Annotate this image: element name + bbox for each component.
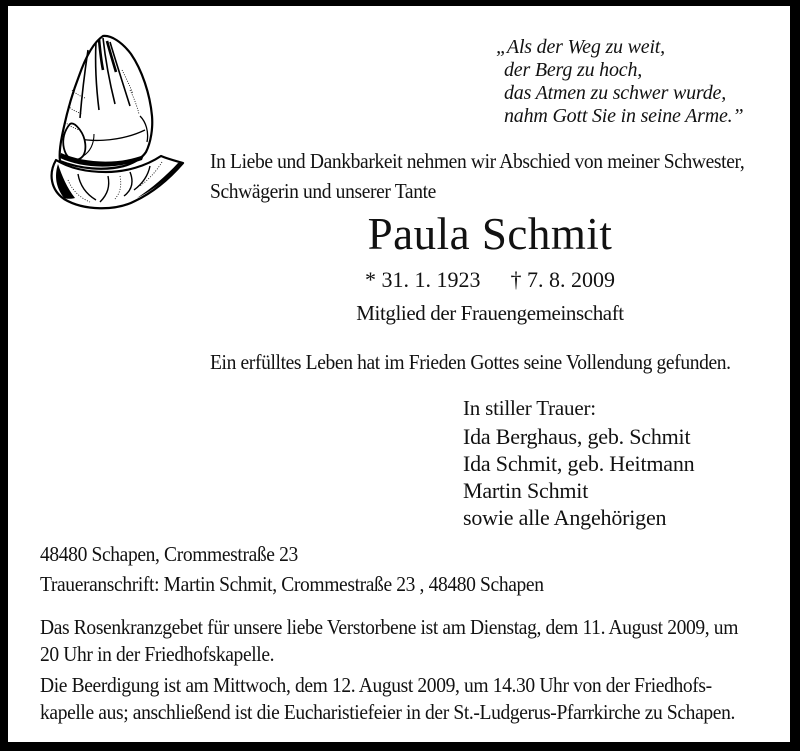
memorial-quote <box>496 36 743 128</box>
intro-line: Schwägerin und unserer Tante <box>210 179 436 203</box>
quote-line: der Berg zu hoch, <box>504 59 643 81</box>
tribute-line: Ein erfülltes Leben hat im Frieden Gottes seine Vollendung gefunden. <box>210 350 731 374</box>
praying-hands-icon <box>42 30 197 210</box>
life-dates <box>180 266 800 294</box>
mourners-list <box>463 423 694 531</box>
death-date: † 7. 8. 2009 <box>510 267 615 292</box>
rosary-line: Das Rosenkranzgebet für unsere liebe Verstorbene ist am Dienstag, dem 11. August 2009, um <box>40 615 739 639</box>
burial-line: kapelle aus; anschließend ist die Eucharistiefeier in der St.-Ludgerus-Pfarrkirche zu Schapen. <box>40 700 735 724</box>
rosary-paragraph <box>40 614 738 668</box>
quote-line: nahm Gott Sie in seine Arme.” <box>504 105 744 127</box>
deceased-name: Paula Schmit <box>367 209 613 259</box>
rosary-line: 20 Uhr in der Friedhofskapelle. <box>40 642 275 666</box>
mourner-name: Martin Schmit <box>463 478 589 503</box>
birth-date: * 31. 1. 1923 <box>365 267 481 292</box>
mourner-name: sowie alle Angehörigen <box>463 505 667 530</box>
membership-line: Mitglied der Frauengemeinschaft <box>356 301 624 325</box>
quote-line: „Als der Weg zu weit, <box>496 36 665 58</box>
residence-address: 48480 Schapen, Crommestraße 23 <box>40 542 298 566</box>
intro-line: In Liebe und Dankbarkeit nehmen wir Abschied von meiner Schwester, <box>210 149 745 173</box>
burial-line: Die Beerdigung ist am Mittwoch, dem 12. August 2009, um 14.30 Uhr von der Friedhofs- <box>40 673 712 697</box>
quote-line: das Atmen zu schwer wurde, <box>504 82 727 104</box>
intro-text <box>210 146 744 206</box>
mourner-name: Ida Schmit, geb. Heitmann <box>463 451 695 476</box>
condolence-address: Traueranschrift: Martin Schmit, Crommestraße 23 , 48480 Schapen <box>40 572 544 596</box>
mourners-heading: In stiller Trauer: <box>463 396 596 420</box>
burial-paragraph <box>40 672 735 726</box>
mourner-name: Ida Berghaus, geb. Schmit <box>463 424 691 449</box>
